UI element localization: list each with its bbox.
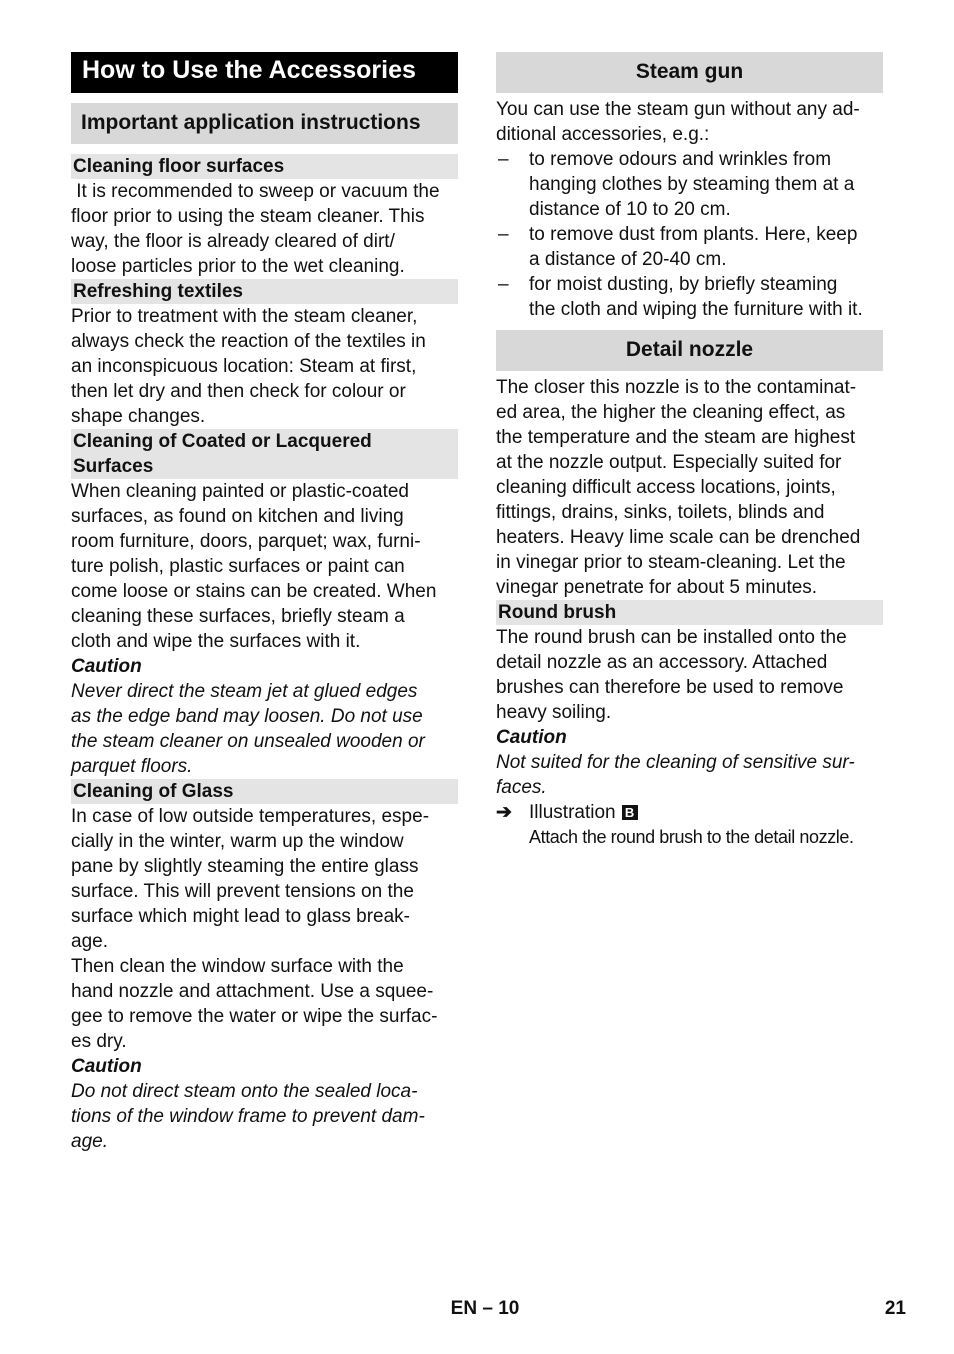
round-brush-text [496, 625, 883, 725]
caution-label: Caution [71, 656, 142, 677]
heading-cleaning-glass: Cleaning of Glass [71, 779, 458, 804]
text-line: The closer this nozzle is to the contaminat- [496, 377, 857, 398]
text-line: cially in the winter, warm up the window [71, 831, 404, 852]
dash-marker: – [498, 224, 509, 245]
list-item [496, 222, 883, 272]
glass-text [71, 804, 458, 1054]
illustration-label: Illustration [529, 802, 616, 823]
text-line: pane by slightly steaming the entire glass [71, 856, 419, 877]
text-line: to remove odours and wrinkles from [529, 149, 832, 170]
text-line: It is recommended to sweep or vacuum the [71, 181, 440, 202]
text-line: always check the reaction of the textiles in [71, 331, 426, 352]
illustration-badge: B [622, 805, 638, 820]
text-line: in vinegar prior to steam-cleaning. Let the [496, 552, 846, 573]
section-important-instructions: Important application instructions [71, 103, 458, 144]
text-line: cloth and wipe the surfaces with it. [71, 631, 361, 652]
coated-text [71, 479, 458, 654]
text-line: the steam cleaner on unsealed wooden or [71, 731, 425, 752]
text-line: at the nozzle output. Especially suited for [496, 452, 842, 473]
detail-nozzle-text [496, 375, 883, 600]
text-line: room furniture, doors, parquet; wax, furni- [71, 531, 421, 552]
heading-cleaning-floor: Cleaning floor surfaces [71, 154, 458, 179]
illustration-reference [496, 800, 883, 825]
text-line: The round brush can be installed onto the [496, 627, 847, 648]
arrow-right-icon: ➔ [496, 802, 512, 823]
text-line: as the edge band may loosen. Do not use [71, 706, 423, 727]
text-line: surface which might lead to glass break- [71, 906, 410, 927]
text-line: a distance of 20-40 cm. [529, 249, 727, 270]
text-line: floor prior to using the steam cleaner. This [71, 206, 425, 227]
caution-text [71, 1079, 458, 1154]
text-line: Not suited for the cleaning of sensitive sur- [496, 752, 855, 773]
text-line: faces. [496, 777, 547, 798]
footer-page-label: EN – 10 [450, 1298, 520, 1319]
text-line: Do not direct steam onto the sealed loca- [71, 1081, 418, 1102]
dash-marker: – [498, 274, 509, 295]
text-line: ture polish, plastic surfaces or paint can [71, 556, 405, 577]
text-line: Prior to treatment with the steam cleaner, [71, 306, 418, 327]
text-line: ed area, the higher the cleaning effect, as [496, 402, 846, 423]
text-line: cleaning these surfaces, briefly steam a [71, 606, 405, 627]
section-detail-nozzle: Detail nozzle [496, 330, 883, 371]
steam-gun-list [496, 147, 883, 322]
left-column [71, 52, 458, 1154]
text-line: In case of low outside temperatures, espe- [71, 806, 430, 827]
right-column [496, 52, 883, 850]
list-item [496, 147, 883, 222]
text-line: When cleaning painted or plastic-coated [71, 481, 409, 502]
caution-label: Caution [496, 727, 567, 748]
text-line: age. [71, 1131, 108, 1152]
list-item [496, 272, 883, 322]
caution-text [496, 750, 883, 800]
text-line: an inconspicuous location: Steam at first, [71, 356, 417, 377]
text-line: cleaning difficult access locations, joints, [496, 477, 836, 498]
text-line: hand nozzle and attachment. Use a squee- [71, 981, 434, 1002]
page-title: How to Use the Accessories [71, 52, 458, 93]
text-line: come loose or stains can be created. When [71, 581, 437, 602]
heading-line: Surfaces [73, 456, 154, 477]
text-line: for moist dusting, by briefly steaming [529, 274, 838, 295]
text-line: ditional accessories, e.g.: [496, 124, 710, 145]
text-line: the temperature and the steam are highest [496, 427, 856, 448]
text-line: shape changes. [71, 406, 206, 427]
textiles-text [71, 304, 458, 429]
text-line: detail nozzle as an accessory. Attached [496, 652, 828, 673]
dash-marker: – [498, 149, 509, 170]
text-line: vinegar penetrate for about 5 minutes. [496, 577, 818, 598]
caution-text [71, 679, 458, 779]
heading-refreshing-textiles: Refreshing textiles [71, 279, 458, 304]
section-steam-gun: Steam gun [496, 52, 883, 93]
text-line: to remove dust from plants. Here, keep [529, 224, 858, 245]
text-line: hanging clothes by steaming them at a [529, 174, 855, 195]
text-line: the cloth and wiping the furniture with it. [529, 299, 863, 320]
text-line: brushes can therefore be used to remove [496, 677, 844, 698]
steam-gun-intro [496, 97, 883, 147]
text-line: loose particles prior to the wet cleaning. [71, 256, 405, 277]
text-line: Never direct the steam jet at glued edges [71, 681, 418, 702]
text-line: gee to remove the water or wipe the surfac- [71, 1006, 438, 1027]
heading-line: Cleaning of Coated or Lacquered [73, 431, 372, 452]
text-line: surfaces, as found on kitchen and living [71, 506, 404, 527]
text-line: es dry. [71, 1031, 127, 1052]
text-line: way, the floor is already cleared of dirt/ [71, 231, 395, 252]
text-line: heavy soiling. [496, 702, 612, 723]
heading-round-brush: Round brush [496, 600, 883, 625]
instruction-step: Attach the round brush to the detail nozzle. [529, 827, 854, 847]
footer-page-number: 21 [884, 1298, 906, 1319]
text-line: distance of 10 to 20 cm. [529, 199, 731, 220]
text-line: tions of the window frame to prevent dam- [71, 1106, 425, 1127]
text-line: age. [71, 931, 108, 952]
text-line: You can use the steam gun without any ad- [496, 99, 860, 120]
text-line: surface. This will prevent tensions on the [71, 881, 414, 902]
text-line: heaters. Heavy lime scale can be drenched [496, 527, 861, 548]
text-line: fittings, drains, sinks, toilets, blinds and [496, 502, 825, 523]
text-line: parquet floors. [71, 756, 193, 777]
caution-label: Caution [71, 1056, 142, 1077]
floor-text [71, 179, 458, 279]
text-line: then let dry and then check for colour or [71, 381, 406, 402]
text-line: Then clean the window surface with the [71, 956, 404, 977]
heading-coated-surfaces [71, 429, 458, 479]
